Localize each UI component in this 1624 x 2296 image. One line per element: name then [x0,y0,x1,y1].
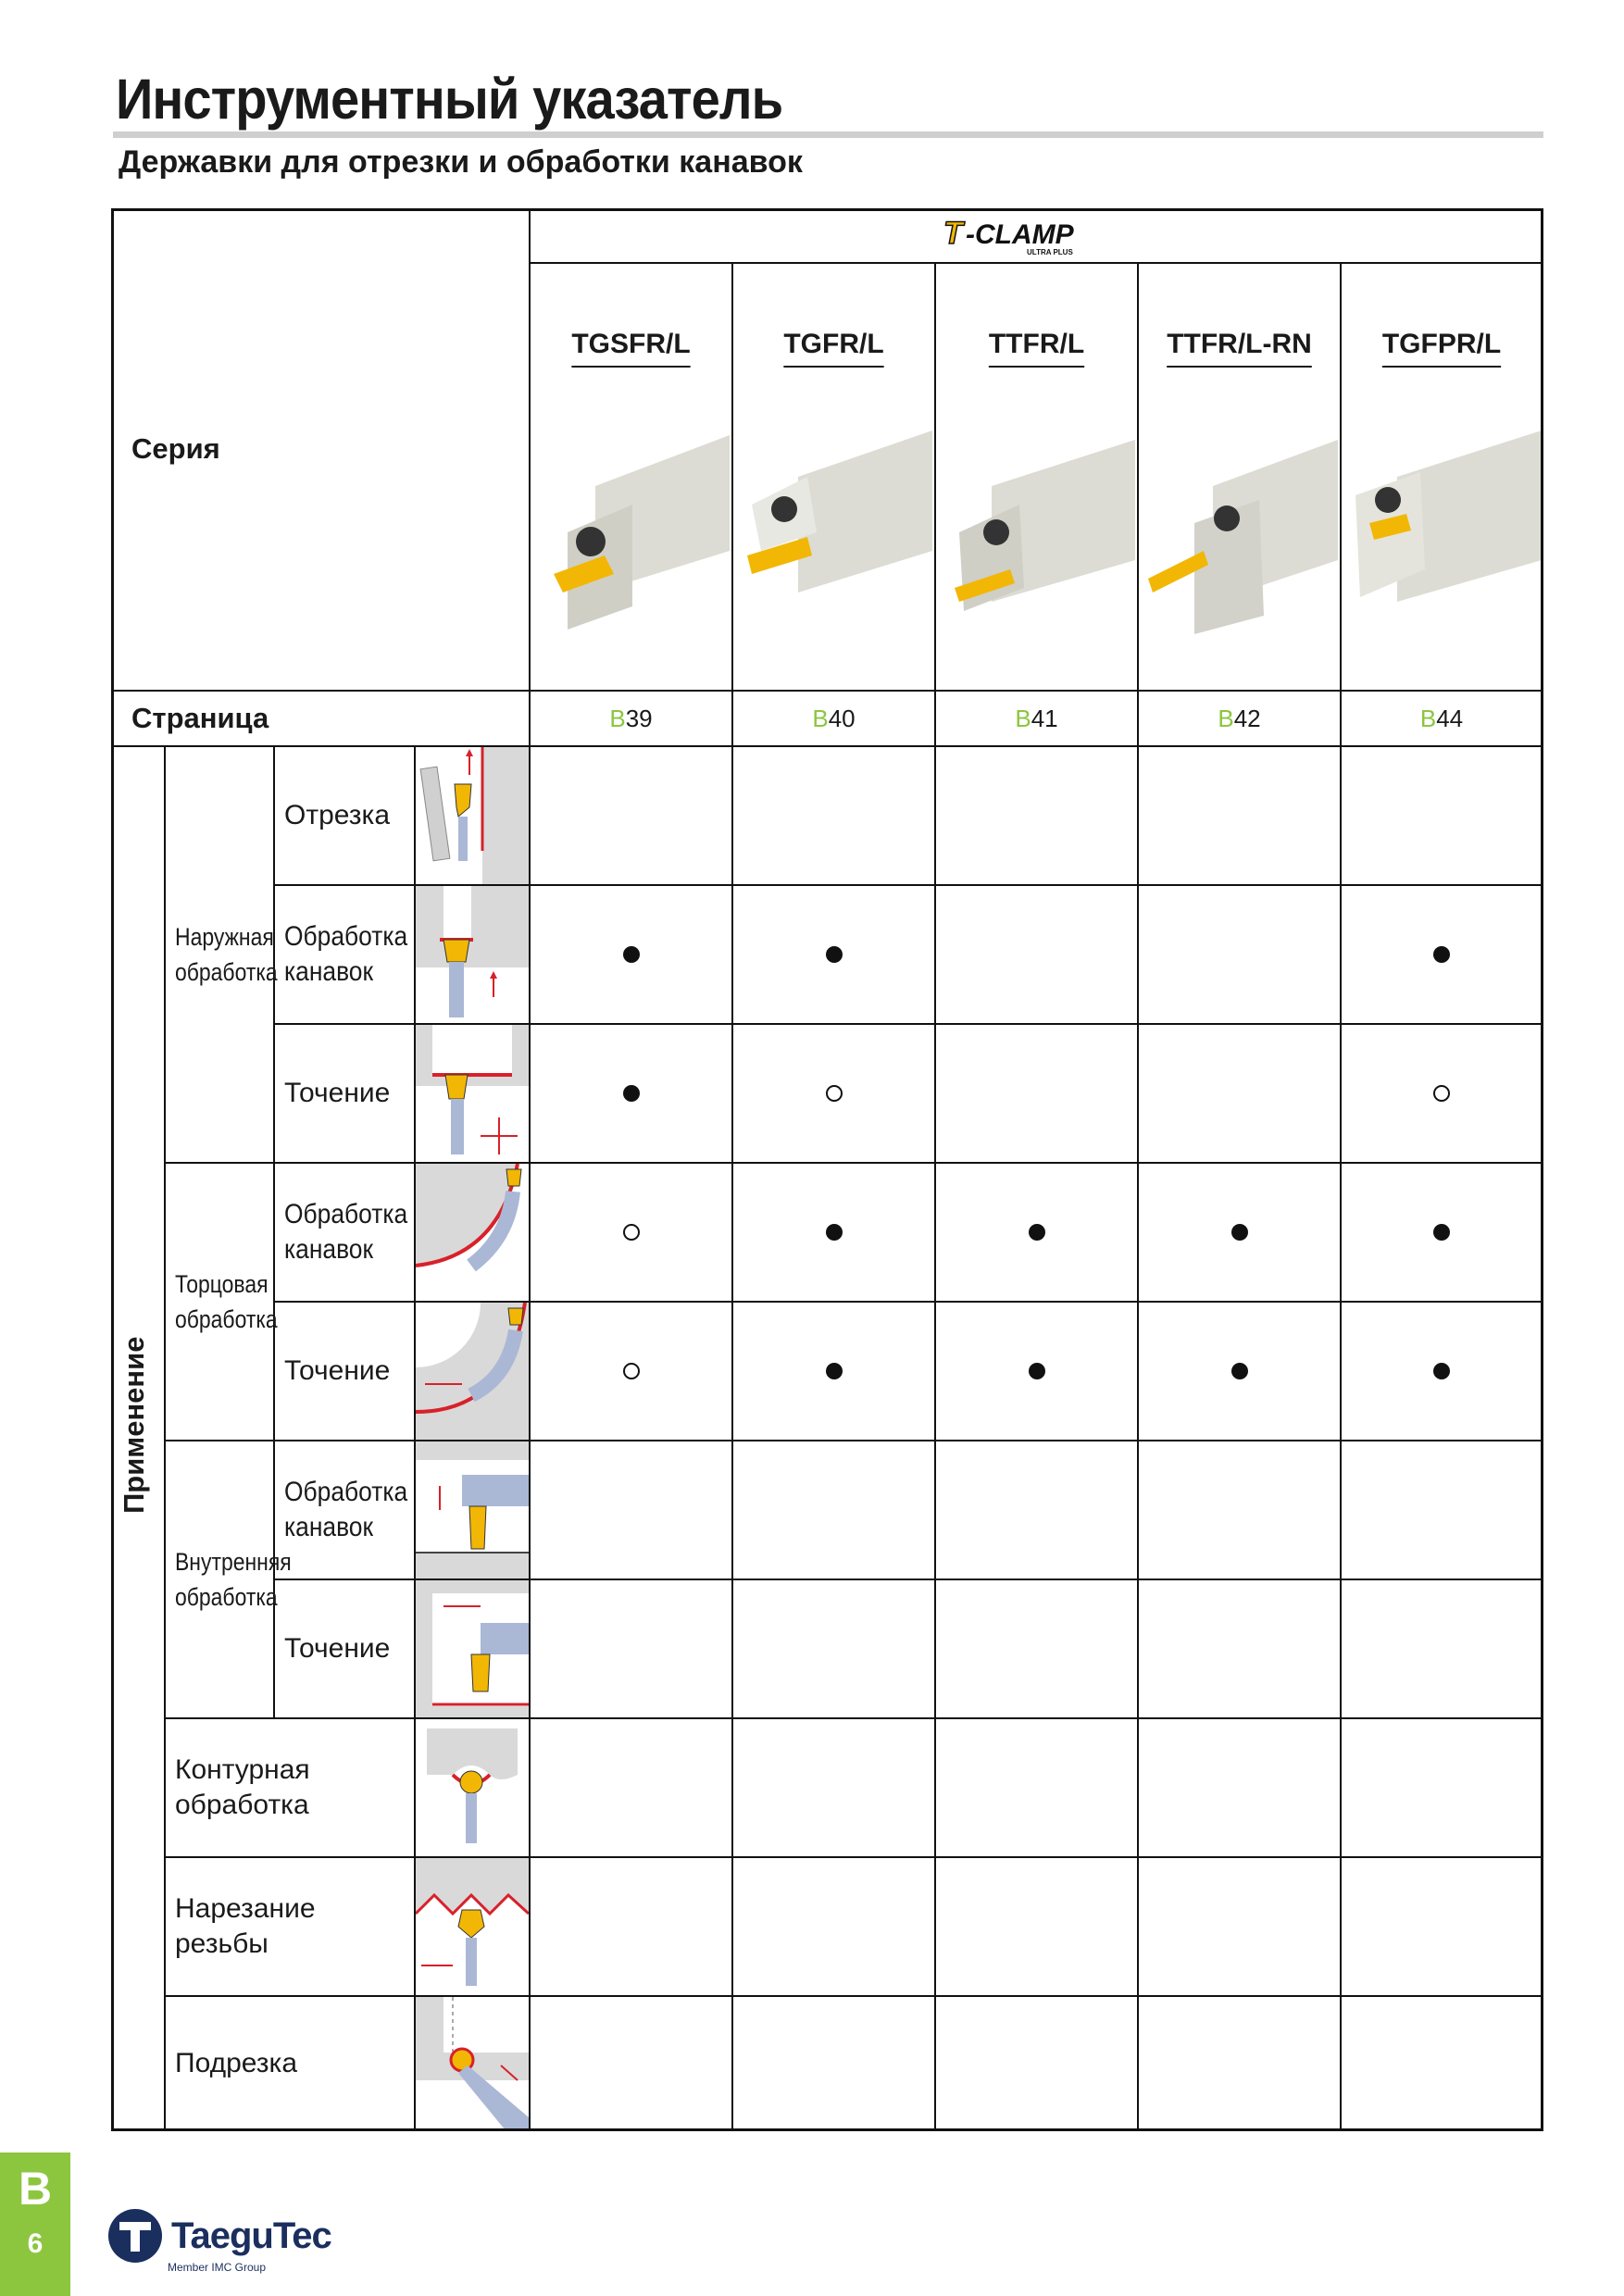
page-ref-2[interactable] [936,692,1139,747]
mark-cell [1139,1997,1342,2131]
tclamp-logo-text: -CLAMP [966,219,1074,250]
mark-cell [936,1303,1139,1441]
group-inner [166,1441,292,1719]
series-name: TTFR/L [988,329,1085,359]
icon-cell-2 [416,1025,531,1164]
mark-cell [733,1719,936,1858]
page-ref-1[interactable] [733,692,936,747]
group-face [166,1164,278,1441]
page-prefix: B [812,704,829,732]
mark-cell [936,1164,1139,1303]
row-label-7 [166,1719,416,1858]
page-ref-3[interactable] [1139,692,1342,747]
page-num: 39 [625,704,653,732]
mark-cell [1139,747,1342,886]
series-name: TGFPR/L [1381,329,1502,359]
mark-cell [1342,1858,1543,1997]
mark-cell [936,1997,1139,2131]
internal-grooving-icon [416,1441,529,1578]
mark-cell [733,1858,936,1997]
parting-icon [416,747,529,884]
mark-cell [936,1025,1139,1164]
mark-cell [531,1858,733,1997]
filled-dot-icon [623,1085,640,1102]
series-col-2 [936,264,1139,692]
filled-dot-icon [826,946,843,963]
filled-dot-icon [1029,1224,1045,1241]
mark-cell [1139,1303,1342,1441]
holder-image [1139,403,1340,690]
title-underline [113,131,1543,138]
section-letter: B [18,2163,53,2215]
mark-cell [1342,886,1543,1025]
row-label-4 [275,1303,416,1441]
mark-cell [936,747,1139,886]
section-tab [0,2152,70,2296]
page-ref-0[interactable] [531,692,733,747]
tclamp-logo-t: T [943,216,963,251]
page-prefix: B [1015,704,1031,732]
filled-dot-icon [623,946,640,963]
series-name: TGSFR/L [571,329,691,359]
page-subtitle: Державки для отрезки и обработки канавок [119,144,803,180]
filled-dot-icon [1433,1224,1450,1241]
company-sub: Member IMC Group [168,2261,267,2274]
mark-cell [733,1025,936,1164]
series-name: TTFR/L-RN [1167,329,1312,359]
undercutting-icon [416,1997,529,2129]
page-title: Инструментный указатель [116,68,783,131]
mark-cell [1342,1441,1543,1580]
icon-cell-3 [416,1164,531,1303]
turning-icon [416,1025,529,1162]
row-label-0 [275,747,416,886]
icon-cell-6 [416,1580,531,1719]
open-circle-icon [623,1224,640,1241]
mark-cell [1342,1997,1543,2131]
tclamp-logo-sub: ULTRA PLUS [1027,248,1073,256]
group-outer-label: Наружная обработка [175,923,278,986]
filled-dot-icon [1231,1363,1248,1379]
grooving-icon [416,886,529,1023]
mark-cell [733,1441,936,1580]
row-label-6 [275,1580,416,1719]
company-name: TaeguTec [171,2215,331,2256]
mark-cell [733,747,936,886]
page-number: 6 [27,2228,44,2259]
series-col-3 [1139,264,1342,692]
mark-cell [936,1719,1139,1858]
row-label-text: Обработка канавок [284,921,408,987]
holder-image [733,403,934,690]
face-grooving-icon [416,1164,529,1301]
series-col-4 [1342,264,1543,692]
taegutec-logo-icon [106,2207,164,2265]
series-col-1 [733,264,936,692]
mark-cell [531,1441,733,1580]
tclamp-logo-cell [531,208,1543,264]
mark-cell [1342,1580,1543,1719]
mark-cell [733,1164,936,1303]
page-ref-4[interactable] [1342,692,1543,747]
mark-cell [1342,1164,1543,1303]
group-outer [166,747,278,1164]
icon-cell-4 [416,1303,531,1441]
application-label: Применение [118,1336,150,1514]
filled-dot-icon [826,1363,843,1379]
open-circle-icon [826,1085,843,1102]
row-label-5 [275,1441,416,1580]
mark-cell [1139,1025,1342,1164]
mark-cell [1139,1164,1342,1303]
mark-cell [733,1303,936,1441]
mark-cell [531,1719,733,1858]
open-circle-icon [623,1363,640,1379]
page-prefix: B [1218,704,1234,732]
series-header-cell [111,208,531,692]
mark-cell [1342,747,1543,886]
icon-cell-5 [416,1441,531,1580]
mark-cell [531,1303,733,1441]
mark-cell [733,1997,936,2131]
icon-cell-1 [416,886,531,1025]
threading-icon [416,1858,529,1995]
icon-cell-7 [416,1719,531,1858]
mark-cell [733,886,936,1025]
profiling-icon [416,1719,529,1856]
mark-cell [936,1580,1139,1719]
page-prefix: B [1419,704,1437,732]
row-label-text: Точение [284,1078,391,1108]
page-num: 40 [828,704,856,732]
holder-image [531,403,731,690]
internal-turning-icon [416,1580,529,1717]
page-num: 44 [1436,704,1464,732]
filled-dot-icon [1029,1363,1045,1379]
mark-cell [531,1025,733,1164]
page-num: 42 [1233,704,1261,732]
mark-cell [936,1858,1139,1997]
application-cell [111,747,166,2131]
filled-dot-icon [1433,946,1450,963]
holder-image [1342,403,1542,690]
mark-cell [733,1580,936,1719]
mark-cell [1139,886,1342,1025]
group-face-label: Торцовая обработка [175,1270,278,1333]
face-turning-icon [416,1303,529,1440]
mark-cell [531,886,733,1025]
page-label: Страница [131,702,269,734]
filled-dot-icon [826,1224,843,1241]
row-label-text: Подрезка [175,2047,298,2078]
row-label-text: Контурная обработка [175,1754,310,1820]
filled-dot-icon [1231,1224,1248,1241]
mark-cell [531,1997,733,2131]
row-label-text: Нарезание резьбы [175,1893,316,1959]
filled-dot-icon [1433,1363,1450,1379]
mark-cell [531,747,733,886]
tclamp-logo [934,212,1138,258]
row-label-text: Точение [284,1355,391,1386]
series-name: TGFR/L [783,329,884,359]
mark-cell [1139,1580,1342,1719]
mark-cell [531,1580,733,1719]
page-prefix: B [609,704,626,732]
open-circle-icon [1433,1085,1450,1102]
row-label-3 [275,1164,416,1303]
row-label-text: Точение [284,1633,391,1664]
series-col-0 [531,264,733,692]
row-label-8 [166,1858,416,1997]
holder-image [936,403,1137,690]
mark-cell [1139,1441,1342,1580]
row-label-text: Обработка канавок [284,1477,408,1542]
mark-cell [1342,1719,1543,1858]
page-header-cell [111,692,531,747]
tool-index-table [111,208,1543,2131]
mark-cell [1139,1858,1342,1997]
mark-cell [1342,1303,1543,1441]
mark-cell [531,1164,733,1303]
row-label-text: Обработка канавок [284,1199,408,1265]
series-label: Серия [131,432,220,465]
mark-cell [1139,1719,1342,1858]
mark-cell [936,1441,1139,1580]
mark-cell [936,886,1139,1025]
company-logo [106,2203,331,2274]
icon-cell-8 [416,1858,531,1997]
row-label-2 [275,1025,416,1164]
mark-cell [1342,1025,1543,1164]
icon-cell-9 [416,1997,531,2131]
icon-cell-0 [416,747,531,886]
row-label-1 [275,886,416,1025]
group-inner-label: Внутренняя обработка [175,1548,292,1611]
row-label-9 [166,1997,416,2131]
row-label-text: Отрезка [284,800,391,830]
page-num: 41 [1031,704,1058,732]
